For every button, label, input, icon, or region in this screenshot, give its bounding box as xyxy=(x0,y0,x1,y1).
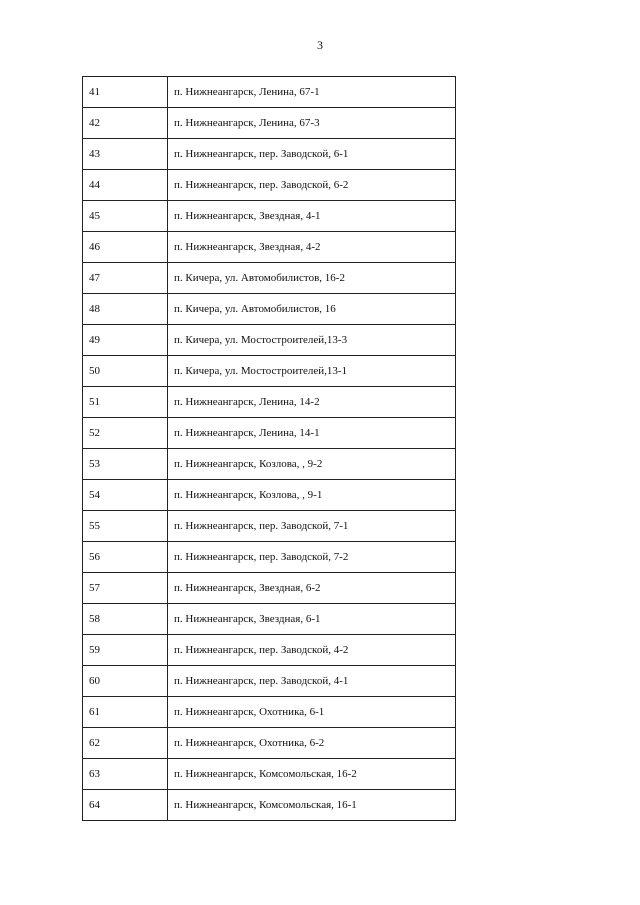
address-cell: п. Нижнеангарск, Звездная, 6-2 xyxy=(168,573,456,604)
row-number-cell: 52 xyxy=(83,418,168,449)
table-row xyxy=(83,666,456,697)
row-number-cell: 55 xyxy=(83,511,168,542)
address-cell: п. Нижнеангарск, пер. Заводской, 4-2 xyxy=(168,635,456,666)
address-cell: п. Нижнеангарск, Ленина, 67-3 xyxy=(168,108,456,139)
row-number-cell: 56 xyxy=(83,542,168,573)
table-row xyxy=(83,139,456,170)
table-row xyxy=(83,201,456,232)
address-cell: п. Нижнеангарск, Козлова, , 9-2 xyxy=(168,449,456,480)
row-number-cell: 47 xyxy=(83,263,168,294)
address-cell: п. Нижнеангарск, Охотника, 6-2 xyxy=(168,728,456,759)
table-row xyxy=(83,263,456,294)
table-row xyxy=(83,542,456,573)
row-number-cell: 44 xyxy=(83,170,168,201)
table-row xyxy=(83,790,456,821)
row-number-cell: 61 xyxy=(83,697,168,728)
address-cell: п. Нижнеангарск, Охотника, 6-1 xyxy=(168,697,456,728)
row-number-cell: 60 xyxy=(83,666,168,697)
address-table xyxy=(82,76,456,821)
table-row xyxy=(83,573,456,604)
table-row xyxy=(83,325,456,356)
row-number-cell: 57 xyxy=(83,573,168,604)
address-cell: п. Нижнеангарск, Ленина, 14-2 xyxy=(168,387,456,418)
row-number-cell: 58 xyxy=(83,604,168,635)
table-row xyxy=(83,387,456,418)
table-row xyxy=(83,697,456,728)
table-row xyxy=(83,635,456,666)
table-row xyxy=(83,511,456,542)
table-row xyxy=(83,449,456,480)
address-cell: п. Нижнеангарск, пер. Заводской, 7-1 xyxy=(168,511,456,542)
table-row xyxy=(83,232,456,263)
row-number-cell: 64 xyxy=(83,790,168,821)
address-cell: п. Нижнеангарск, пер. Заводской, 6-2 xyxy=(168,170,456,201)
address-cell: п. Кичера, ул. Мостостроителей,13-1 xyxy=(168,356,456,387)
address-cell: п. Нижнеангарск, Ленина, 67-1 xyxy=(168,77,456,108)
page-number: 3 xyxy=(317,38,323,52)
row-number-cell: 48 xyxy=(83,294,168,325)
table-row xyxy=(83,418,456,449)
row-number-cell: 42 xyxy=(83,108,168,139)
address-cell: п. Нижнеангарск, Козлова, , 9-1 xyxy=(168,480,456,511)
address-cell: п. Кичера, ул. Автомобилистов, 16 xyxy=(168,294,456,325)
table-row xyxy=(83,294,456,325)
table-row xyxy=(83,604,456,635)
row-number-cell: 62 xyxy=(83,728,168,759)
table-row xyxy=(83,728,456,759)
table-row xyxy=(83,77,456,108)
address-cell: п. Нижнеангарск, Ленина, 14-1 xyxy=(168,418,456,449)
address-cell: п. Кичера, ул. Мостостроителей,13-3 xyxy=(168,325,456,356)
table-row xyxy=(83,759,456,790)
address-cell: п. Нижнеангарск, Комсомольская, 16-2 xyxy=(168,759,456,790)
row-number-cell: 50 xyxy=(83,356,168,387)
row-number-cell: 45 xyxy=(83,201,168,232)
row-number-cell: 41 xyxy=(83,77,168,108)
address-cell: п. Нижнеангарск, Звездная, 6-1 xyxy=(168,604,456,635)
row-number-cell: 43 xyxy=(83,139,168,170)
table-row xyxy=(83,170,456,201)
row-number-cell: 51 xyxy=(83,387,168,418)
address-cell: п. Нижнеангарск, Звездная, 4-1 xyxy=(168,201,456,232)
table-row xyxy=(83,356,456,387)
row-number-cell: 53 xyxy=(83,449,168,480)
address-cell: п. Нижнеангарск, Комсомольская, 16-1 xyxy=(168,790,456,821)
row-number-cell: 46 xyxy=(83,232,168,263)
row-number-cell: 63 xyxy=(83,759,168,790)
table-row xyxy=(83,108,456,139)
address-table-body xyxy=(83,77,456,821)
address-cell: п. Нижнеангарск, Звездная, 4-2 xyxy=(168,232,456,263)
address-cell: п. Нижнеангарск, пер. Заводской, 6-1 xyxy=(168,139,456,170)
row-number-cell: 49 xyxy=(83,325,168,356)
row-number-cell: 54 xyxy=(83,480,168,511)
row-number-cell: 59 xyxy=(83,635,168,666)
table-row xyxy=(83,480,456,511)
address-cell: п. Кичера, ул. Автомобилистов, 16-2 xyxy=(168,263,456,294)
address-cell: п. Нижнеангарск, пер. Заводской, 7-2 xyxy=(168,542,456,573)
address-cell: п. Нижнеангарск, пер. Заводской, 4-1 xyxy=(168,666,456,697)
